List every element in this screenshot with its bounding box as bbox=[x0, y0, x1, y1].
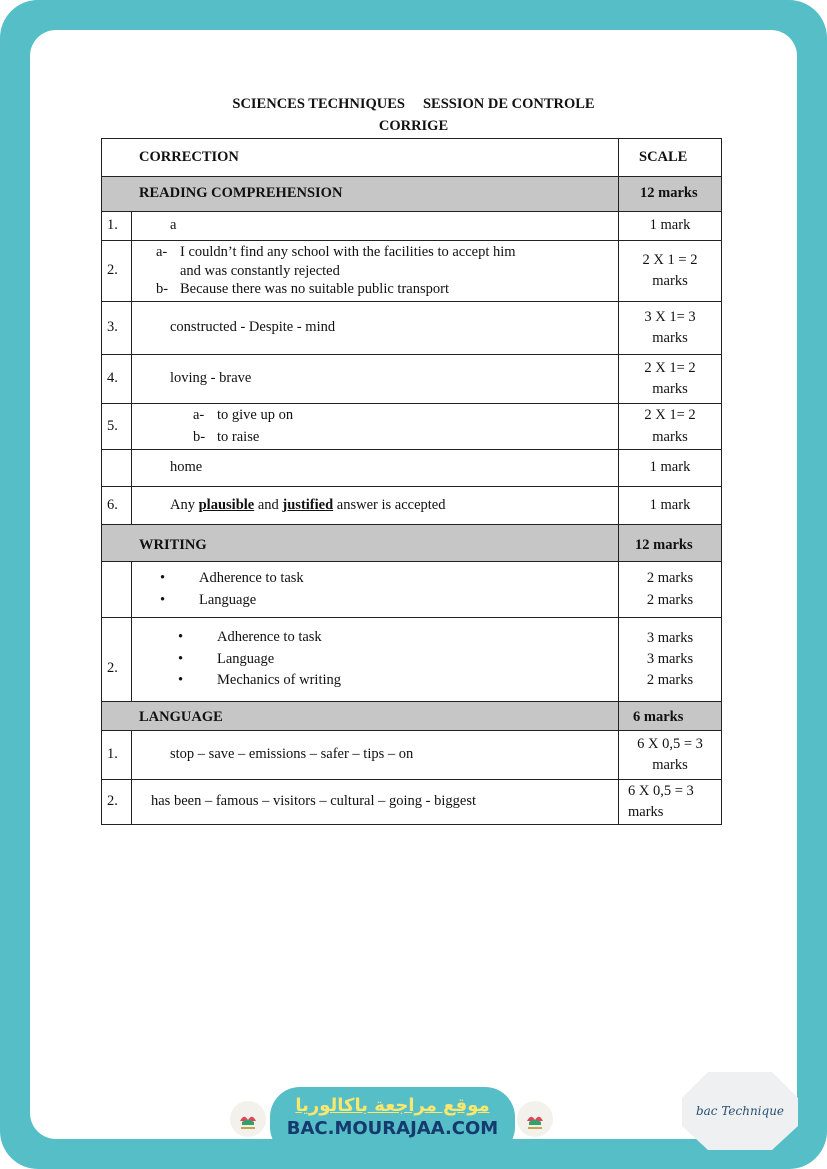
emphasis-justified: justified bbox=[282, 496, 334, 513]
table-row bbox=[102, 618, 722, 702]
answer-item bbox=[156, 280, 618, 299]
criterion-item: • Adherence to task bbox=[199, 568, 618, 589]
answer-line: Because there was no suitable public transport bbox=[180, 281, 449, 298]
table-row bbox=[102, 562, 722, 618]
table-row bbox=[102, 731, 722, 780]
answer-text: home bbox=[132, 450, 619, 487]
scale-unit: marks bbox=[652, 757, 688, 773]
scale-value: 6 X 0,5 = 3 bbox=[628, 782, 694, 799]
answer-item bbox=[156, 243, 618, 280]
question-number: 4. bbox=[102, 355, 132, 404]
answer-line: I couldn’t find any school with the facilities to accept him bbox=[180, 244, 516, 261]
scale-value: 2 marks bbox=[646, 591, 694, 608]
answer-text: and bbox=[254, 496, 283, 513]
table-row bbox=[102, 404, 722, 450]
scale-value: 1 mark bbox=[619, 212, 722, 241]
answer-cell bbox=[132, 487, 619, 525]
column-header-correction: CORRECTION bbox=[102, 139, 619, 177]
question-number: 3. bbox=[102, 302, 132, 355]
answer-text: loving - brave bbox=[132, 355, 619, 404]
answer-item bbox=[193, 405, 618, 426]
scale-value: 3 marks bbox=[646, 629, 694, 646]
footer-banner[interactable] bbox=[270, 1087, 515, 1157]
answer-cell bbox=[132, 562, 619, 618]
question-number: 2. bbox=[102, 241, 132, 302]
section-title: LANGUAGE bbox=[102, 702, 619, 731]
scale-value: 3 marks bbox=[646, 650, 694, 667]
section-row-language bbox=[102, 702, 722, 731]
table-row bbox=[102, 780, 722, 825]
criterion-text: Language bbox=[217, 650, 275, 667]
item-letter: a- bbox=[193, 407, 205, 424]
column-header-scale: SCALE bbox=[619, 139, 722, 177]
answer-line: to raise bbox=[217, 428, 260, 445]
section-marks: 6 marks bbox=[619, 702, 722, 731]
bac-technique-badge bbox=[680, 1070, 800, 1152]
scale-value: 2 X 1= 2 bbox=[644, 407, 696, 424]
header-subject: SCIENCES TECHNIQUES bbox=[232, 96, 405, 112]
footer-arabic-title: موقع مراجعة باكالوريا bbox=[295, 1095, 490, 1116]
header-title: CORRIGE bbox=[378, 118, 449, 134]
scale-cell bbox=[619, 355, 722, 404]
scale-unit: marks bbox=[652, 381, 688, 397]
scale-unit: marks bbox=[652, 428, 688, 445]
site-logo-right bbox=[517, 1101, 553, 1137]
answer-text: stop – save – emissions – safer – tips – on bbox=[132, 731, 619, 780]
header-session: SESSION DE CONTROLE bbox=[422, 96, 595, 112]
answer-line: to give up on bbox=[217, 407, 294, 424]
question-number: 6. bbox=[102, 487, 132, 525]
table-row bbox=[102, 241, 722, 302]
answer-line: and was constantly rejected bbox=[180, 262, 340, 279]
scale-cell bbox=[619, 562, 722, 618]
scale-value: 1 mark bbox=[619, 487, 722, 525]
table-row bbox=[102, 212, 722, 241]
table-header-row bbox=[102, 139, 722, 177]
question-number bbox=[102, 562, 132, 618]
scale-value: 3 X 1= 3 bbox=[644, 308, 696, 325]
answer-text: answer is accepted bbox=[333, 496, 446, 513]
section-marks: 12 marks bbox=[619, 525, 722, 562]
question-number: 2. bbox=[102, 618, 132, 702]
badge-text: bac Technique bbox=[695, 1104, 785, 1118]
section-row-reading bbox=[102, 177, 722, 212]
item-letter: a- bbox=[156, 244, 168, 261]
criterion-item: • Language bbox=[199, 590, 618, 611]
question-number: 2. bbox=[102, 780, 132, 825]
question-number: 5. bbox=[102, 404, 132, 450]
scale-value: 6 X 0,5 = 3 bbox=[637, 735, 703, 752]
criterion-text: Mechanics of writing bbox=[217, 672, 342, 689]
answer-text: constructed - Despite - mind bbox=[132, 302, 619, 355]
scale-value: 2 X 1 = 2 bbox=[642, 251, 698, 268]
answer-text: Any bbox=[170, 496, 199, 513]
answer-text: a bbox=[132, 212, 619, 241]
section-marks: 12 marks bbox=[619, 177, 722, 212]
criterion-item bbox=[217, 649, 618, 671]
scale-cell bbox=[619, 404, 722, 450]
question-number: 1. bbox=[102, 731, 132, 780]
question-number bbox=[102, 450, 132, 487]
scale-cell bbox=[619, 731, 722, 780]
scale-unit: marks bbox=[652, 330, 688, 346]
answer-cell bbox=[132, 618, 619, 702]
answer-cell bbox=[132, 404, 619, 450]
table-row bbox=[102, 302, 722, 355]
scale-cell bbox=[619, 302, 722, 355]
section-title: READING COMPREHENSION bbox=[102, 177, 619, 212]
answer-text: has been – famous – visitors – cultural – going - biggest bbox=[132, 780, 619, 825]
scale-value: 2 marks bbox=[646, 570, 694, 587]
section-title: WRITING bbox=[102, 525, 619, 562]
scale-cell bbox=[619, 618, 722, 702]
table-row bbox=[102, 355, 722, 404]
scale-unit: marks bbox=[652, 273, 688, 289]
criterion-item bbox=[217, 627, 618, 649]
criterion-item bbox=[217, 670, 618, 692]
scale-cell bbox=[619, 780, 722, 825]
question-number: 1. bbox=[102, 212, 132, 241]
emphasis-plausible: plausible bbox=[198, 496, 255, 513]
section-row-writing bbox=[102, 525, 722, 562]
header-line-1 bbox=[0, 96, 827, 113]
table-row bbox=[102, 450, 722, 487]
answer-item bbox=[193, 427, 618, 448]
answer-cell bbox=[132, 241, 619, 302]
site-logo-left bbox=[230, 1101, 266, 1137]
footer-site-link[interactable]: BAC.MOURAJAA.COM bbox=[286, 1118, 499, 1139]
scale-unit: marks bbox=[628, 804, 664, 820]
scale-value: 2 marks bbox=[646, 672, 694, 688]
scale-value: 2 X 1= 2 bbox=[644, 359, 696, 376]
item-letter: b- bbox=[193, 428, 206, 445]
correction-table bbox=[101, 138, 722, 825]
item-letter: b- bbox=[156, 281, 169, 298]
scale-value: 1 mark bbox=[619, 450, 722, 487]
criterion-text: Adherence to task bbox=[217, 628, 322, 645]
scale-cell bbox=[619, 241, 722, 302]
table-row bbox=[102, 487, 722, 525]
